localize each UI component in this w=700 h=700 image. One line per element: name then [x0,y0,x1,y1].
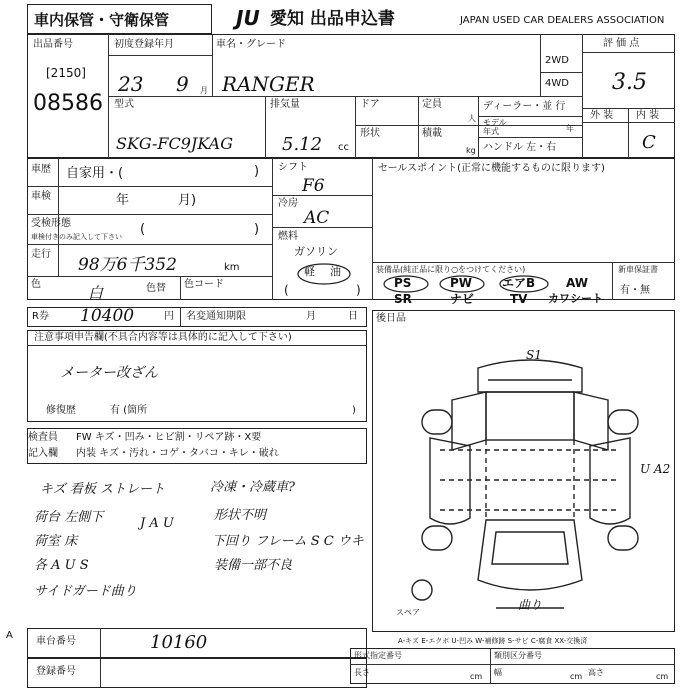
label-person: 人 [468,114,476,123]
inspector-note-8: 各 A U S [34,558,89,573]
label-recycle: R券 [32,311,49,322]
label-fuel: 燃料 [278,231,298,242]
label-shift: シフト [278,162,308,173]
inspector-note-5: 形状不明 [214,508,267,523]
ju-logo: JU [236,6,260,30]
note-meter: メーター改ざん [60,365,158,381]
label-exterior: 外 装 [590,110,614,121]
inspector-note-2: 冷凍・冷蔵車? [210,480,295,495]
label-name-change: 名変通知期限 [186,311,246,322]
equip-pw: PW [450,276,473,290]
reception-paren: ( [140,222,146,237]
label-lot-no: 出品番号 [33,39,73,50]
shift-value: F6 [302,176,325,196]
fuel-gasoline: ガソリン [294,245,338,258]
inspector-note-7: 下回り フレーム S C ウキ [212,534,364,549]
interior-grade: C [642,132,656,153]
label-load: 積載 [422,128,442,139]
fuel-circle-mark [294,262,354,286]
reg-year: 23 [118,72,144,96]
history-close: ) [254,164,260,179]
label-cc: cc [338,142,349,153]
car-diagram [400,350,660,620]
label-width-cm: cm [570,672,583,681]
label-inspector-entry: 記入欄 [28,448,58,459]
inspection-month: 月) [178,193,197,208]
label-4wd: 4WD [545,78,569,89]
label-inspection: 車検 [31,191,51,202]
label-height-cm: cm [656,672,669,681]
label-repair: 修復歴 [46,405,76,416]
equip-tv: TV [510,292,528,306]
note-a: A [6,630,13,641]
label-2wd: 2WD [545,55,569,66]
label-year-suffix: 年 [566,124,574,133]
score-value: 3.5 [612,70,647,95]
model-value: SKG-FC9JKAG [116,134,233,153]
equip-navi: ナビ [450,292,475,306]
label-model-year-2: 年式 [483,127,499,136]
car-number-value: 10160 [150,632,208,653]
label-kg: kg [466,146,476,155]
label-model: 型式 [114,99,134,110]
mileage-value: 98万6千352 [78,255,177,275]
color-value: 白 [88,284,104,302]
form-title: 愛知 出品申込書 [270,9,395,29]
check-row-1: FW キズ・凹み・ヒビ割・リペア跡・X要 [76,432,262,443]
label-shape: 形状 [360,128,380,139]
label-length: 長さ [354,668,370,677]
label-new-cert: 新車保証書 [618,265,658,274]
inspector-note-4: J A U [140,516,174,531]
label-month2: 月 [306,311,316,322]
label-color: 色 [31,279,41,290]
label-ac: 冷房 [278,198,298,209]
history-value: 自家用・( [66,166,124,181]
label-car-name: 車名・グレード [216,39,286,50]
label-spare: スペア [396,608,420,617]
label-notes-title: 注意事項申告欄(不具合内容等は具体的に記入して下さい) [34,332,292,343]
label-month-suffix: 月 [200,86,208,95]
lot-number: 08586 [33,91,103,116]
reception-paren-close: ) [254,222,260,237]
label-door: ドア [360,99,380,110]
inspection-year: 年 [116,193,130,208]
inspector-note-3: 荷台 左側下 [34,510,104,525]
diagram-s1: S1 [526,348,542,362]
label-color-change: 色替 [146,283,166,294]
label-shape-cert: 形式指定番号 [354,651,402,660]
equip-kawa-seat: カワシート [548,292,603,305]
label-equipment: 装備品(純正品に限り○をつけてください) [376,265,526,274]
inspector-note-1: キズ 看板 ストレート [40,482,166,497]
inspector-note-10: サイドガード曲り [34,584,137,599]
fuel-paren-close: ) [356,283,361,297]
label-reg-no: 登録番号 [36,666,76,677]
damage-legend: A-キズ E-エクボ U-凹み W-補修跡 S-サビ C-腐食 XX-交換済 [398,637,588,645]
reception-note: 車検付きのみ記入して下さい [31,233,122,241]
label-dealer: ディーラー・並 行 [483,101,566,112]
inspector-note-6: 荷室 床 [34,534,78,549]
label-model-year: モデル [483,118,507,127]
mileage-unit: km [224,262,240,273]
new-cert-value: 有・無 [620,285,650,296]
label-day: 日 [348,311,358,322]
label-length-cm: cm [470,672,483,681]
fuel-paren: ( [284,283,289,297]
fuel-light: 軽 [304,265,315,278]
label-height: 高さ [588,668,604,677]
label-color-code: 色コード [184,279,224,290]
label-history: 車歴 [31,164,51,175]
check-row-2: 内装 キズ・汚れ・コゲ・タバコ・キレ・破れ [76,448,279,459]
label-interior: 内 装 [636,110,660,121]
label-car-no: 車台番号 [36,636,76,647]
label-score: 評 価 点 [603,38,640,49]
repair-close: ) [352,405,356,416]
equip-ps: PS [394,276,412,290]
registration-box [27,658,367,688]
fuel-oil: 油 [330,265,341,278]
equip-aw: AW [566,276,588,290]
label-reception: 受検形態 [31,218,71,229]
label-capacity: 定員 [422,99,442,110]
equip-airbag: エアB [502,276,536,290]
label-rear-seat: 後日品 [376,313,406,324]
label-sales-point: セールスポイント(正常に機能するものに限ります) [378,163,605,174]
label-width: 幅 [494,668,502,677]
label-inspector: 検査員 [28,432,58,443]
car-name-value: RANGER [222,72,315,96]
reg-month: 9 [176,72,189,96]
ac-value: AC [304,208,330,228]
label-first-reg: 初度登録年月 [114,39,174,50]
label-class-no: 類別区分番号 [494,651,542,660]
diagram-ua2: U A2 [640,462,671,476]
label-yen: 円 [164,311,174,322]
storage-title: 車内保管・守衛保管 [34,11,170,29]
inspector-note-9: 装備一部不良 [214,558,293,573]
displacement-value: 5.12 [282,134,323,155]
association-name: JAPAN USED CAR DEALERS ASSOCIATION [460,15,665,26]
label-handle: ハンドル 左・右 [483,142,557,153]
diagram-bent: 曲り [518,598,543,612]
label-mileage: 走行 [31,249,51,260]
storage-title-box [27,4,212,34]
repair-value: 有 (箇所 [110,405,148,416]
recycle-value: 10400 [80,306,135,326]
equip-circle-marks [380,274,620,294]
label-displacement: 排気量 [270,99,300,110]
lot-code: [2150] [46,66,86,80]
equip-sr: SR [394,292,412,306]
